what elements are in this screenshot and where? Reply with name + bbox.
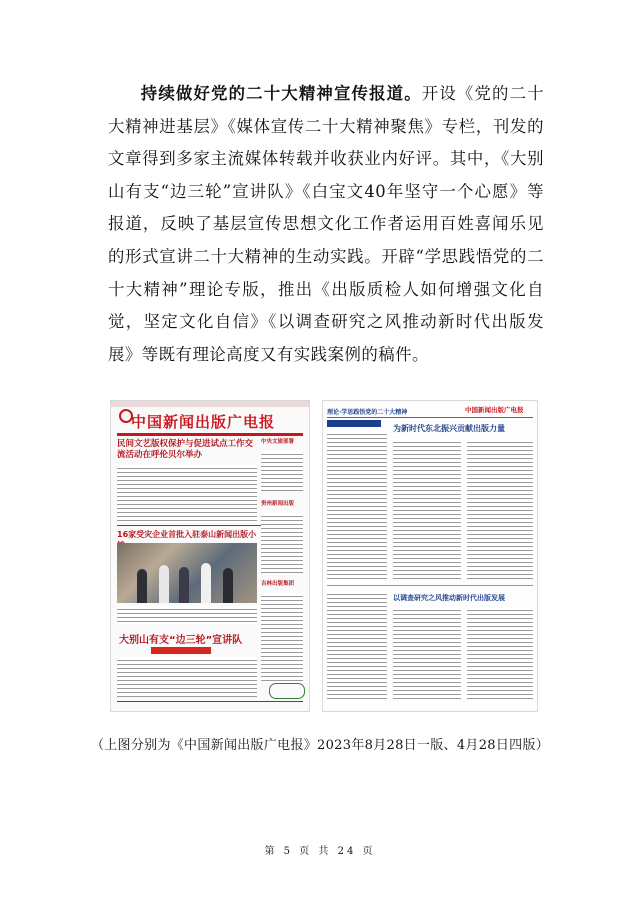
column-text-5 xyxy=(393,607,461,701)
paragraph-lead: 持续做好党的二十大精神宣传报道。 xyxy=(140,84,422,103)
newspaper-clipping-front-page xyxy=(110,400,310,712)
news-photo xyxy=(117,543,257,603)
paragraph-body: 开设《党的二十大精神进基层》《媒体宣传二十大精神聚焦》专栏，刊发的文章得到多家主流媒体转载并收获业内好评。其中，《大别山有支“边三轮”宣讲队》《白宝文40年坚守一个心愿》等报道，反映了基层宣传思想文化工作者运用百姓喜闻乐见的形式宣讲二十大精神的生动实践。开辟“学思践悟党的二十大精神”理论专版，推出《出版质检人如何增强文化自觉，坚定文化自信》《以调查研究之风推动新时代出版发展》等既有理论高度又有实践案例的稿件。 xyxy=(108,84,545,364)
column-badge xyxy=(151,647,211,654)
newspaper-clipping-theory-page xyxy=(322,400,538,712)
side-text-3 xyxy=(261,593,303,683)
column-text-4 xyxy=(327,591,387,701)
side-headline-2: 贵州新闻出版 xyxy=(261,501,295,507)
headline-right-2: 以调查研究之风推动新时代出版发展 xyxy=(393,594,505,602)
article-text-3 xyxy=(117,657,257,697)
image-caption: （上图分别为《中国新闻出版广电报》2023年8月28日一版、4月28日四版） xyxy=(90,738,550,753)
column-text-2 xyxy=(393,439,461,579)
article-text-1 xyxy=(117,465,257,523)
section-title: 理论·学思践悟党的二十大精神 xyxy=(327,409,408,416)
mid-rule xyxy=(327,585,533,586)
column-text-1 xyxy=(327,431,387,581)
qr-badge-icon xyxy=(269,683,305,699)
column-text-6 xyxy=(467,607,533,701)
column-badge-right xyxy=(327,420,381,427)
column-text-3 xyxy=(467,439,533,579)
footer-rule xyxy=(117,701,303,702)
logo-icon xyxy=(119,409,133,423)
side-text-1 xyxy=(261,451,303,491)
photo-caption-text xyxy=(117,606,257,624)
headline-right-1: 为新时代东北振兴贡献出版力量 xyxy=(393,424,505,433)
side-headline-3: 吉林出版集团 xyxy=(261,581,295,587)
masthead-rule xyxy=(117,433,303,436)
side-text-2 xyxy=(261,513,303,573)
body-paragraph xyxy=(108,78,544,371)
page-number: 第 5 页 共 24 页 xyxy=(264,846,376,857)
headline-3: 大别山有支“边三轮”宣讲队 xyxy=(119,635,243,646)
headline-1: 民间文艺版权保护与促进试点工作交流活动在呼伦贝尔举办 xyxy=(117,439,254,460)
masthead-small: 中国新闻出版广电报 xyxy=(465,406,524,414)
side-headline-1: 中央文旅部署 xyxy=(261,439,295,445)
headline-2: 16家受灾企业首批入驻泰山新闻出版小 xyxy=(117,530,257,539)
masthead: 中国新闻出版广电报 xyxy=(131,413,276,431)
section-rule xyxy=(327,417,533,418)
